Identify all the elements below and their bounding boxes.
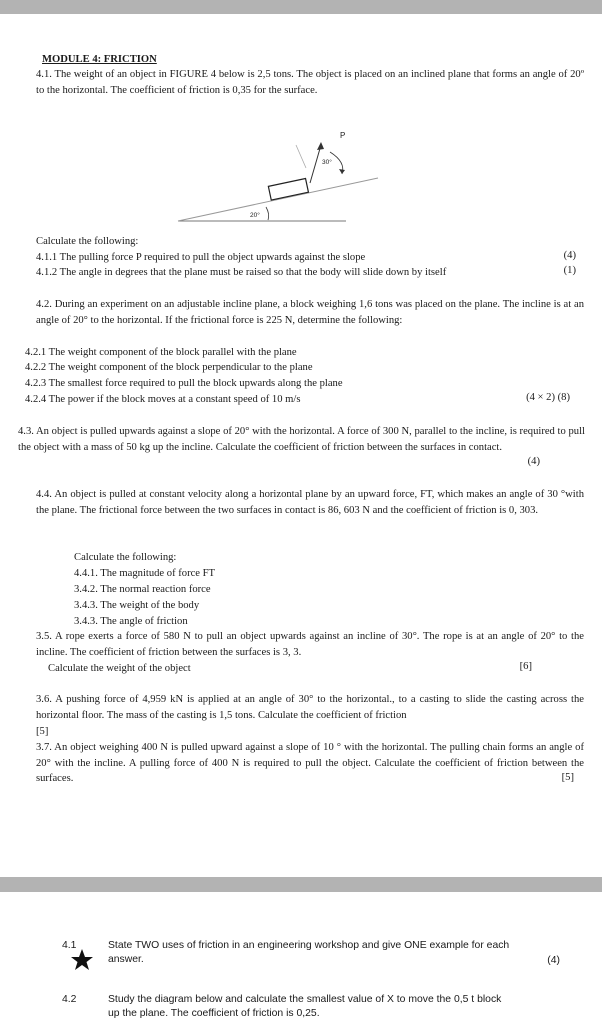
q4-2-text: 4.2. During an experiment on an adjustable incline plane, a block weighing 1,6 tons was placed on the plane. The incline is at an angle of 20° to the horizontal. If the frictional force is 225 N, determine the following:: [36, 299, 584, 326]
q4-1-1: 4.1.1 The pulling force P required to pull the object upwards against the slope: [36, 252, 366, 263]
q4-1-2: 4.1.2 The angle in degrees that the plane must be raised so that the body will slide down by itself: [36, 267, 447, 278]
page-title: MODULE 4: FRICTION: [42, 54, 157, 65]
middle-band: [0, 877, 602, 892]
lower-q2-number: 4.2: [62, 994, 77, 1005]
incline-angle-arc: [266, 207, 269, 220]
force-label: P: [340, 131, 346, 140]
q3-6-text: 3.6. A pushing force of 4,959 kN is applied at an angle of 30° to the horizontal., to a casting to slide the casting across the horizontal floor. The mass of the casting is 1,5 tons. Calculate the coefficient of friction: [36, 694, 584, 721]
q3-5-text: 3.5. A rope exerts a force of 580 N to pull an object upwards against an incline of 30°. The rope is at an angle of 20° to the incline. The coefficient of friction between the surfaces is 3, 3.: [36, 631, 584, 658]
q4-3-marks: (4): [527, 456, 540, 467]
star-icon: [70, 948, 94, 972]
q4-1-calc-intro: Calculate the following:: [36, 236, 139, 247]
q3-5-marks: [6]: [519, 661, 532, 672]
q4-4-1: 4.4.1. The magnitude of force FT: [74, 568, 216, 579]
q3-7-text: 3.7. An object weighing 400 N is pulled upward against a slope of 10 ° with the horizontal. The pulling chain forms an angle of 20° with the incline. A pulling force of 400 N is required to pull the object. Calculate the coefficient of friction between the surfaces.: [36, 742, 584, 785]
lower-q1-text: State TWO uses of friction in an engineering workshop and give ONE example for each answer.: [108, 940, 510, 965]
q4-4-calc-intro: Calculate the following:: [74, 552, 177, 563]
q4-2-2: 4.2.2 The weight component of the block perpendicular to the plane: [25, 362, 313, 373]
reference-line: [296, 145, 306, 168]
q4-1-text: 4.1. The weight of an object in FIGURE 4 below is 2,5 tons. The object is placed on an inclined plane that forms an angle of 20º to the horizontal. The coefficient of friction is 0,35 for the surface.: [36, 69, 584, 96]
lower-q2-text: Study the diagram below and calculate the smallest value of X to move the 0,5 t block up the plane. The coefficient of friction is 0,25.: [108, 994, 502, 1019]
figure-4-incline: [170, 128, 390, 228]
incline-angle-label: 20°: [250, 212, 260, 219]
q4-2-3: 4.2.3 The smallest force required to pull the block upwards along the plane: [25, 378, 343, 389]
q4-2-marks: (4 × 2) (8): [526, 392, 570, 403]
force-angle-label: 30°: [322, 159, 332, 166]
q3-5-calc: Calculate the weight of the object: [48, 663, 191, 674]
q3-4-3a: 3.4.3. The weight of the body: [74, 600, 200, 611]
q3-4-2: 3.4.2. The normal reaction force: [74, 584, 211, 595]
q3-6-marks: [5]: [36, 726, 49, 737]
q4-2-4: 4.2.4 The power if the block moves at a constant speed of 10 m/s: [25, 394, 301, 405]
lower-q1-number: 4.1: [62, 940, 77, 951]
force-arrow-head: [317, 142, 324, 150]
lower-q1-marks: (4): [547, 955, 560, 966]
q3-4-3b: 3.4.3. The angle of friction: [74, 616, 188, 627]
q4-2-1: 4.2.1 The weight component of the block parallel with the plane: [25, 347, 297, 358]
force-arrow: [310, 145, 321, 183]
q4-4-text: 4.4. An object is pulled at constant velocity along a horizontal plane by an upward force, FT, which makes an angle of 30 °with the plane. The frictional force between the two surfaces in contact is 86, 603 N and the coefficient of friction is 0, 303.: [36, 489, 584, 516]
q3-7-marks: [5]: [561, 772, 574, 783]
block: [268, 178, 308, 200]
q4-3-text: 4.3. An object is pulled upwards against a slope of 20° with the horizontal. A force of 300 N, parallel to the incline, is required to pull the object with a mass of 50 kg up the incline. Calculate the coefficient of friction between the surfaces in contact.: [18, 426, 585, 453]
top-band: [0, 0, 602, 14]
q4-1-1-marks: (4): [563, 250, 576, 261]
q4-1-2-marks: (1): [563, 265, 576, 276]
